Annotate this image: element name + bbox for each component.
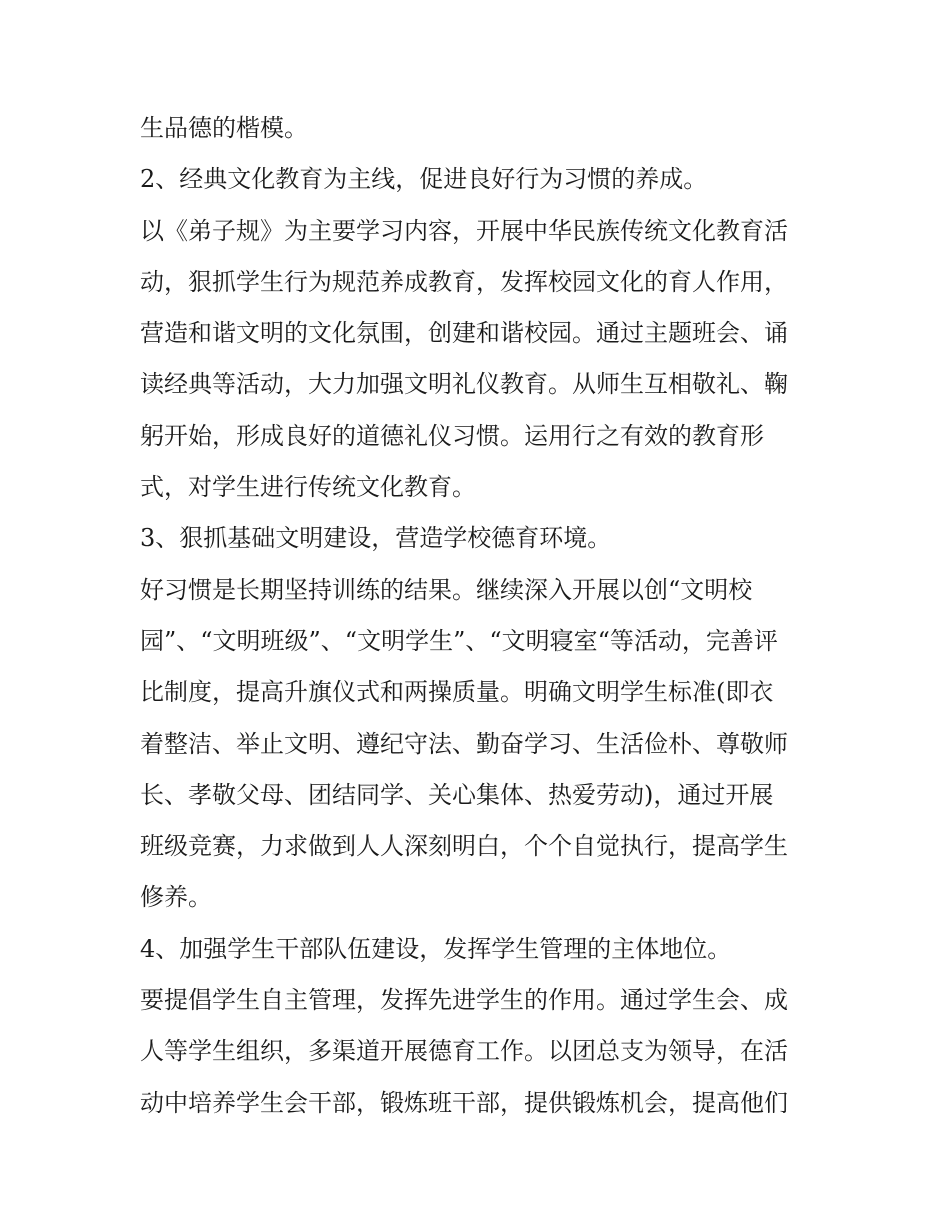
- text-line: 班级竞赛，力求做到人人深刻明白，个个自觉执行，提高学生: [140, 832, 788, 861]
- text-line: 修养。: [140, 883, 212, 912]
- text-line: 动中培养学生会干部，锻炼班干部，提供锻炼机会，提高他们: [140, 1088, 788, 1117]
- text-line: 长、孝敬父母、团结同学、关心集体、热爱劳动)，通过开展: [140, 780, 774, 809]
- text-line: 营造和谐文明的文化氛围，创建和谐校园。通过主题班会、诵: [140, 319, 788, 348]
- text-line: 生品德的楷模。: [140, 114, 308, 142]
- text-line: 以《弟子规》为主要学习内容，开展中华民族传统文化教育活: [140, 216, 788, 245]
- text-line: 着整洁、举止文明、遵纪守法、勤奋学习、生活俭朴、尊敬师: [140, 729, 788, 758]
- text-line: 式，对学生进行传统文化教育。: [140, 473, 476, 502]
- text-line: 躬开始，形成良好的道德礼仪习惯。运用行之有效的教育形: [140, 421, 764, 450]
- text-line: 园”、“文明班级”、“文明学生”、“文明寝室“等活动，完善评: [140, 626, 778, 655]
- text-line: 好习惯是长期坚持训练的结果。继续深入开展以创“文明校: [140, 575, 753, 604]
- document-body: [140, 108, 820, 1134]
- section-heading: 3、狠抓基础文明建设，营造学校德育环境。: [140, 524, 612, 553]
- text-line: 人等学生组织，多渠道开展德育工作。以团总支为领导，在活: [140, 1037, 788, 1066]
- text-line: 读经典等活动，大力加强文明礼仪教育。从师生互相敬礼、鞠: [140, 370, 788, 399]
- section-heading: 4、加强学生干部队伍建设，发挥学生管理的主体地位。: [140, 934, 732, 963]
- text-line: 比制度，提高升旗仪式和两操质量。明确文明学生标准(即衣: [140, 678, 774, 707]
- section-heading: 2、经典文化教育为主线，促进良好行为习惯的养成。: [140, 165, 708, 194]
- text-line: 要提倡学生自主管理，发挥先进学生的作用。通过学生会、成: [140, 986, 788, 1015]
- text-line: 动，狠抓学生行为规范养成教育，发挥校园文化的育人作用，: [140, 267, 788, 296]
